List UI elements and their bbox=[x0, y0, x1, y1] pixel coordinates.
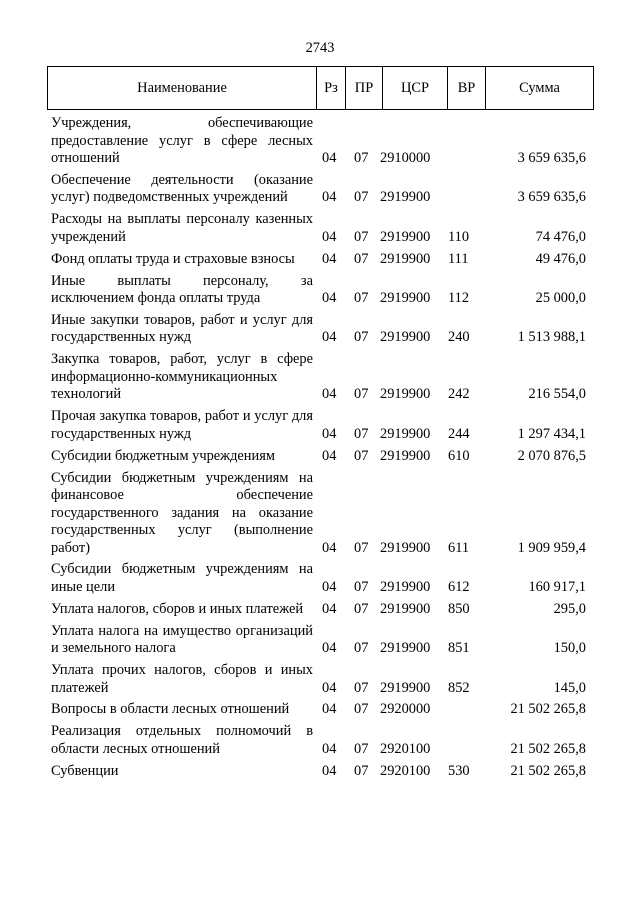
row-name: Реализация отдельных полномочий в области лесных отношений bbox=[51, 723, 313, 757]
row-rz: 04 bbox=[322, 250, 337, 267]
row-csr: 2910000 bbox=[380, 150, 431, 166]
row-pr: 07 bbox=[354, 150, 369, 166]
row-rz: 04 bbox=[322, 600, 337, 617]
table-row bbox=[51, 448, 596, 466]
table-row bbox=[51, 662, 596, 697]
row-csr: 2920100 bbox=[380, 740, 431, 757]
row-vr: 851 bbox=[448, 640, 470, 657]
row-pr: 07 bbox=[354, 228, 369, 245]
row-name: Уплата прочих налогов, сборов и иных платежей bbox=[51, 662, 313, 696]
row-vr: 112 bbox=[448, 290, 470, 307]
row-vr: 850 bbox=[448, 600, 470, 617]
row-name: Фонд оплаты труда и страховые взносы bbox=[51, 250, 295, 267]
row-rz: 04 bbox=[322, 640, 337, 657]
row-name: Субсидии бюджетным учреждениям bbox=[51, 447, 275, 464]
header-pr: ПР bbox=[345, 67, 382, 109]
row-sum: 21 502 265,8 bbox=[510, 740, 586, 757]
row-rz: 04 bbox=[322, 762, 337, 779]
row-name: Субвенции bbox=[51, 762, 119, 779]
row-rz: 04 bbox=[322, 425, 337, 442]
row-csr: 2919900 bbox=[380, 640, 431, 657]
row-sum: 150,0 bbox=[553, 640, 586, 657]
header-sum: Сумма bbox=[485, 67, 593, 109]
table-row bbox=[51, 623, 596, 658]
row-rz: 04 bbox=[322, 150, 337, 166]
row-csr: 2920000 bbox=[380, 701, 431, 718]
page-number: 2743 bbox=[305, 40, 335, 56]
row-rz: 04 bbox=[322, 578, 337, 595]
row-vr: 242 bbox=[448, 386, 470, 403]
row-rz: 04 bbox=[322, 539, 337, 556]
row-sum: 2 070 876,5 bbox=[517, 447, 586, 464]
row-name: Уплата налога на имущество организаций и земельного налога bbox=[51, 622, 313, 657]
table-row bbox=[51, 115, 596, 168]
row-vr: 530 bbox=[448, 762, 470, 779]
table-row bbox=[51, 701, 596, 719]
row-sum: 1 909 959,4 bbox=[517, 539, 586, 556]
row-csr: 2919900 bbox=[380, 578, 431, 595]
table-body bbox=[51, 115, 596, 785]
row-name: Обеспечение деятельности (оказание услуг) подведомственных учреждений bbox=[51, 171, 313, 206]
row-vr: 111 bbox=[448, 250, 469, 267]
row-name: Учреждения, обеспечивающие предоставление услуг в сфере лесных отношений bbox=[51, 115, 313, 166]
row-rz: 04 bbox=[322, 679, 337, 696]
row-sum: 21 502 265,8 bbox=[510, 762, 586, 779]
row-vr: 610 bbox=[448, 447, 470, 464]
table-row bbox=[51, 211, 596, 246]
row-csr: 2919900 bbox=[380, 425, 431, 442]
table-row bbox=[51, 172, 596, 207]
row-name: Прочая закупка товаров, работ и услуг для государственных нужд bbox=[51, 408, 313, 442]
row-pr: 07 bbox=[354, 290, 369, 307]
row-sum: 3 659 635,6 bbox=[517, 150, 586, 166]
row-name: Уплата налогов, сборов и иных платежей bbox=[51, 600, 304, 617]
row-csr: 2920100 bbox=[380, 762, 431, 779]
row-pr: 07 bbox=[354, 250, 369, 267]
row-sum: 49 476,0 bbox=[535, 250, 586, 267]
row-csr: 2919900 bbox=[380, 539, 431, 556]
table-row bbox=[51, 351, 596, 404]
row-sum: 25 000,0 bbox=[535, 290, 586, 307]
row-pr: 07 bbox=[354, 762, 369, 779]
row-pr: 07 bbox=[354, 329, 369, 346]
row-pr: 07 bbox=[354, 701, 369, 718]
row-vr: 852 bbox=[448, 679, 470, 696]
row-rz: 04 bbox=[322, 290, 337, 307]
row-csr: 2919900 bbox=[380, 329, 431, 346]
row-pr: 07 bbox=[354, 578, 369, 595]
table-row bbox=[51, 312, 596, 347]
table-row bbox=[51, 723, 596, 758]
row-vr: 110 bbox=[448, 228, 470, 245]
row-name: Субсидии бюджетным учреждениям на финансовое обеспечение государственного задания на оказание государственных услуг (выполнение работ) bbox=[51, 469, 313, 556]
row-pr: 07 bbox=[354, 447, 369, 464]
row-sum: 216 554,0 bbox=[528, 386, 586, 403]
row-name: Расходы на выплаты персоналу казенных учреждений bbox=[51, 211, 313, 245]
row-csr: 2919900 bbox=[380, 228, 431, 245]
row-vr: 612 bbox=[448, 578, 470, 595]
row-vr: 240 bbox=[448, 329, 470, 346]
row-rz: 04 bbox=[322, 386, 337, 403]
row-csr: 2919900 bbox=[380, 447, 431, 464]
row-name: Иные закупки товаров, работ и услуг для государственных нужд bbox=[51, 311, 313, 346]
row-name: Вопросы в области лесных отношений bbox=[51, 701, 290, 718]
row-pr: 07 bbox=[354, 640, 369, 657]
row-sum: 3 659 635,6 bbox=[517, 189, 586, 206]
row-pr: 07 bbox=[354, 189, 369, 206]
row-rz: 04 bbox=[322, 228, 337, 245]
row-rz: 04 bbox=[322, 189, 337, 206]
row-csr: 2919900 bbox=[380, 290, 431, 307]
table-header bbox=[47, 66, 594, 110]
row-pr: 07 bbox=[354, 386, 369, 403]
table-row bbox=[51, 251, 596, 269]
table-row bbox=[51, 763, 596, 781]
row-rz: 04 bbox=[322, 447, 337, 464]
row-sum: 295,0 bbox=[553, 600, 586, 617]
row-rz: 04 bbox=[322, 329, 337, 346]
row-name: Закупка товаров, работ, услуг в сфере информационно-коммуникационных технологий bbox=[51, 351, 313, 403]
row-sum: 160 917,1 bbox=[528, 578, 586, 595]
row-csr: 2919900 bbox=[380, 189, 431, 206]
row-pr: 07 bbox=[354, 679, 369, 696]
row-name: Иные выплаты персоналу, за исключением фонда оплаты труда bbox=[51, 272, 313, 307]
row-sum: 21 502 265,8 bbox=[510, 701, 586, 718]
row-csr: 2919900 bbox=[380, 679, 431, 696]
row-csr: 2919900 bbox=[380, 386, 431, 403]
row-pr: 07 bbox=[354, 539, 369, 556]
row-csr: 2919900 bbox=[380, 600, 431, 617]
row-rz: 04 bbox=[322, 740, 337, 757]
table-row bbox=[51, 561, 596, 596]
header-csr: ЦСР bbox=[382, 67, 447, 109]
table-row bbox=[51, 601, 596, 619]
table-row bbox=[51, 273, 596, 308]
header-vr: ВР bbox=[447, 67, 485, 109]
table-row bbox=[51, 470, 596, 558]
row-pr: 07 bbox=[354, 600, 369, 617]
row-csr: 2919900 bbox=[380, 250, 431, 267]
row-rz: 04 bbox=[322, 701, 337, 718]
row-vr: 244 bbox=[448, 425, 470, 442]
header-rz: Рз bbox=[316, 67, 345, 109]
row-pr: 07 bbox=[354, 740, 369, 757]
row-sum: 145,0 bbox=[553, 679, 586, 696]
row-sum: 74 476,0 bbox=[535, 228, 586, 245]
row-pr: 07 bbox=[354, 425, 369, 442]
row-name: Субсидии бюджетным учреждениям на иные цели bbox=[51, 561, 313, 595]
header-name: Наименование bbox=[137, 80, 227, 96]
row-sum: 1 513 988,1 bbox=[517, 329, 586, 346]
row-vr: 611 bbox=[448, 539, 470, 556]
row-sum: 1 297 434,1 bbox=[517, 425, 586, 442]
table-row bbox=[51, 408, 596, 443]
